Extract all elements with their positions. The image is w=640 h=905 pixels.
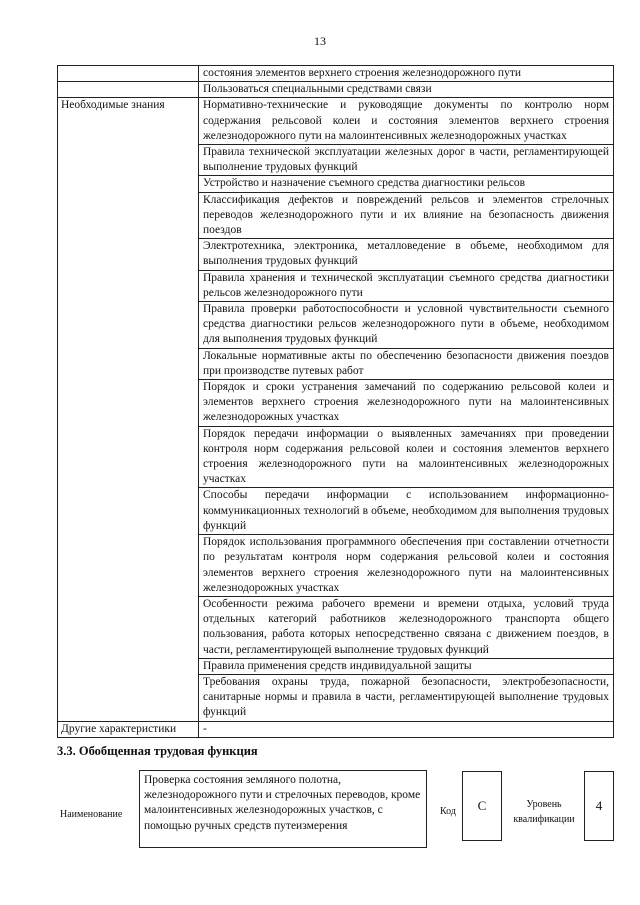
knowledge-item: Порядок и сроки устранения замечаний по содержанию рельсовой колеи и элементов верхнего строения железнодорожного пути на малоинтенсивных железнодорожных участках <box>199 380 614 427</box>
table-cell-empty <box>58 82 199 98</box>
page-number: 13 <box>314 34 326 48</box>
name-label: Наименование <box>60 809 123 820</box>
qualification-level-box <box>584 771 614 841</box>
knowledge-table <box>57 65 614 738</box>
table-row <box>58 98 614 145</box>
table-cell-empty <box>58 66 199 82</box>
knowledge-item: Порядок использования программного обеспечения при составлении отчетности по результатам контроля норм содержания рельсовой колеи и состояния элементов верхнего строения железнодорожного пути на малоинтенсивных железнодорожных участках <box>199 535 614 597</box>
qualification-level-label: Уровень квалификации <box>513 799 575 825</box>
knowledge-item: Правила хранения и технической эксплуатации съемного средства диагностики рельсов железнодорожного пути <box>199 270 614 301</box>
knowledge-item: Требования охраны труда, пожарной безопасности, электробезопасности, санитарные нормы и правила в части, регламентирующей выполнение трудовых функций <box>199 674 614 721</box>
knowledge-item: Особенности режима рабочего времени и времени отдыха, условий труда отдельных категорий работников железнодорожного транспорта общего пользования, работа которых непосредственно связана с движением поездов, в части, регламентирующей выполнение трудовых функций <box>199 596 614 658</box>
name-value-box <box>139 770 427 848</box>
knowledge-item: Локальные нормативные акты по обеспечению безопасности движения поездов при производстве путевых работ <box>199 348 614 379</box>
knowledge-item: Устройство и назначение съемного средства диагностики рельсов <box>199 176 614 192</box>
table-row <box>58 82 614 98</box>
code-value: С <box>477 798 487 813</box>
knowledge-item: Классификация дефектов и повреждений рельсов и элементов стрелочных переводов железнодорожного пути и их влияние на безопасность движения поездов <box>199 192 614 239</box>
knowledge-label: Необходимые знания <box>58 98 199 721</box>
knowledge-item: Способы передачи информации с использованием информационно-коммуникационных технологий в объеме, необходимом для выполнения трудовых функций <box>199 488 614 535</box>
knowledge-item: Нормативно-технические и руководящие документы по контролю норм содержания рельсовой колеи и состояния элементов верхнего строения железнодорожного пути на малоинтенсивных железнодорожных участках <box>199 98 614 145</box>
code-label: Код <box>440 806 456 817</box>
table-cell: Пользоваться специальными средствами связи <box>199 82 614 98</box>
table-row <box>58 66 614 82</box>
table-cell: состояния элементов верхнего строения железнодорожного пути <box>199 66 614 82</box>
table-row <box>58 721 614 737</box>
section-title: 3.3. Обобщенная трудовая функция <box>57 744 258 758</box>
knowledge-item: Электротехника, электроника, металловедение в объеме, необходимом для выполнения трудовых функций <box>199 239 614 270</box>
name-value: Проверка состояния земляного полотна, железнодорожного пути и стрелочных переводов, кроме малоинтенсивных железнодорожных участков, с помощью ручных средств путеизмерения <box>144 774 421 832</box>
other-characteristics-value: - <box>199 721 614 737</box>
qualification-level-value: 4 <box>595 798 603 813</box>
other-characteristics-label: Другие характеристики <box>58 721 199 737</box>
knowledge-item: Порядок передачи информации о выявленных замечаниях при проведении контроля норм содержания рельсовой колеи и состояния элементов верхнего строения железнодорожного пути на малоинтенсивных железнодорожных участках <box>199 426 614 488</box>
knowledge-item: Правила проверки работоспособности и условной чувствительности съемного средства диагностики рельсов железнодорожного пути в объеме, необходимом для выполнения трудовых функций <box>199 302 614 349</box>
knowledge-item: Правила технической эксплуатации железных дорог в части, регламентирующей выполнение трудовых функций <box>199 145 614 176</box>
knowledge-item: Правила применения средств индивидуальной защиты <box>199 658 614 674</box>
code-value-box <box>462 771 502 841</box>
